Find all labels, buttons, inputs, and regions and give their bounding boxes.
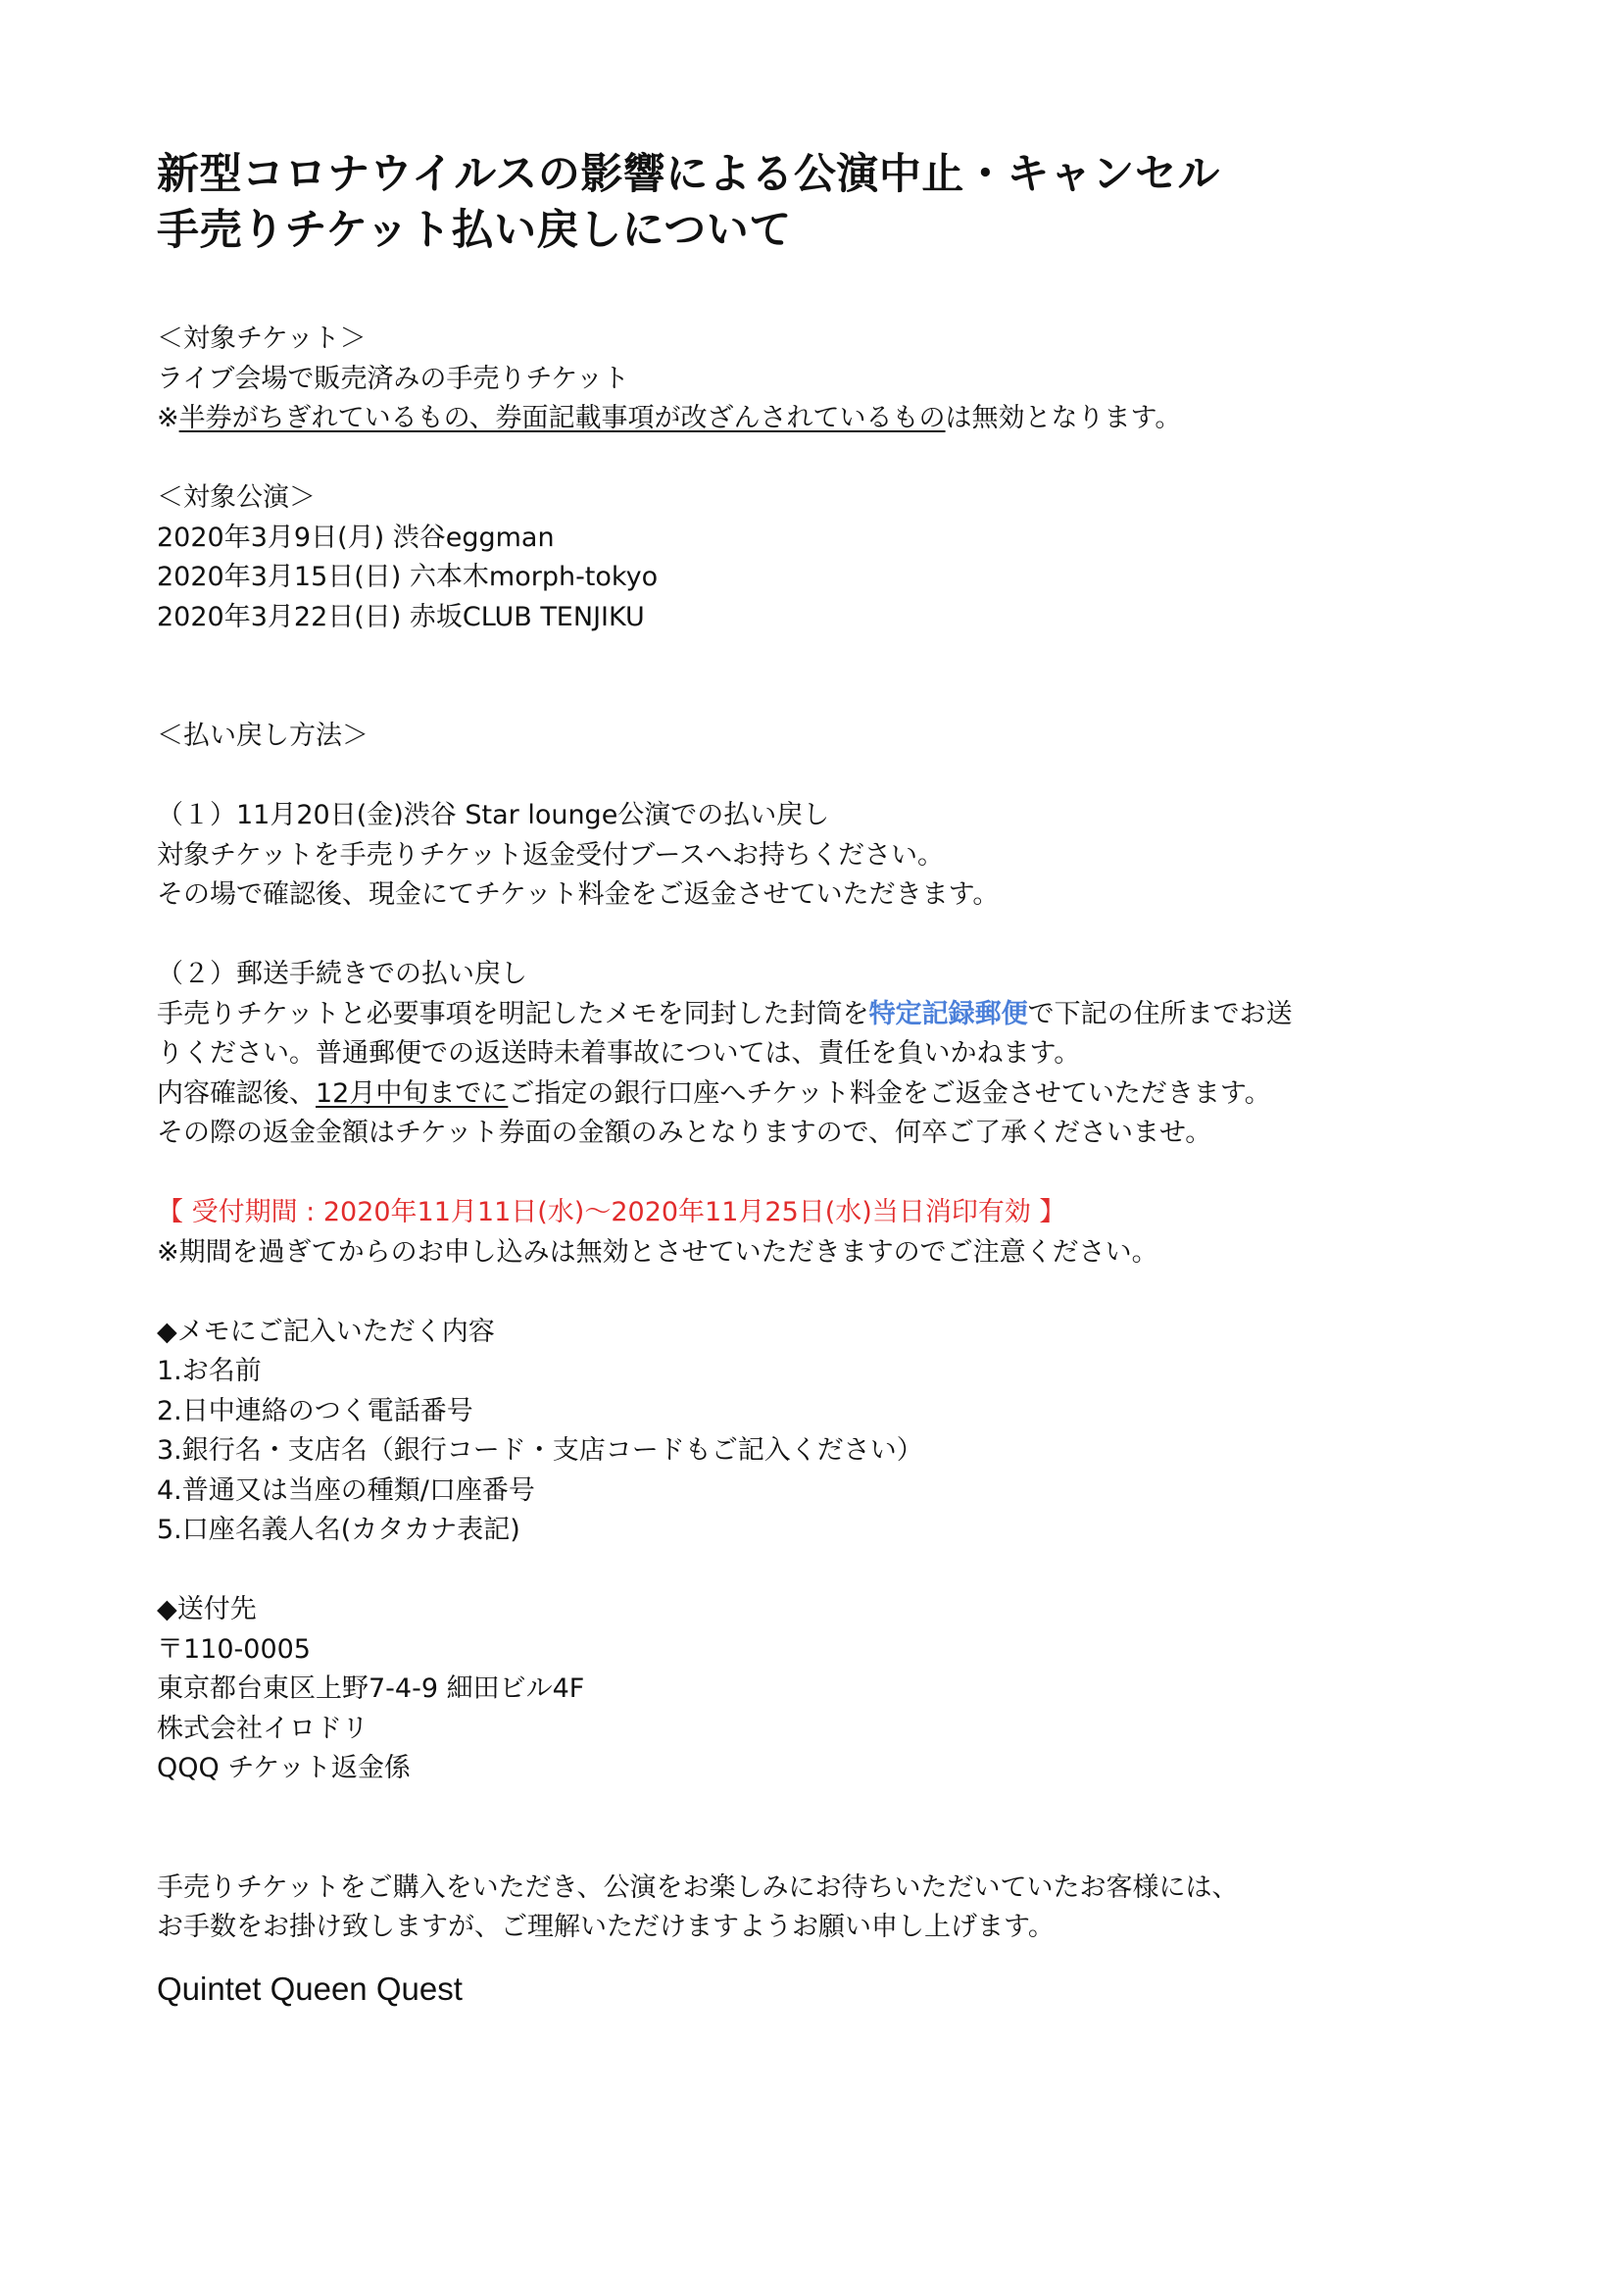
registered-mail-highlight: 特定記録郵便: [868, 998, 1028, 1029]
signature: Quintet Queen Quest: [157, 1970, 463, 2007]
address-dept: QQQ チケット返金係: [157, 1753, 411, 1783]
show-item: 2020年3月9日(月) 渋谷eggman: [157, 522, 555, 553]
note-underlined-text: 半券がちぎれているもの、券面記載事項が改ざんされているもの: [178, 403, 946, 433]
show-item: 2020年3月15日(日) 六本木morph-tokyo: [157, 562, 659, 592]
period-note: ※期間を過ぎてからのお申し込みは無効とさせていただきますのでご注意ください。: [157, 1236, 1158, 1268]
memo-item: 5.口座名義人名(カタカナ表記): [157, 1515, 520, 1545]
address-company: 株式会社イロドリ: [157, 1713, 369, 1744]
target-ticket-heading: ＜対象チケット＞: [157, 324, 367, 354]
refund-method-heading: ＜払い戻し方法＞: [157, 721, 369, 751]
closing-line-2: お手数をお掛け致しますが、ご理解いただけますようお願い申し上げます。: [157, 1912, 1055, 1942]
memo-heading: ◆メモにご記入いただく内容: [157, 1316, 495, 1347]
method2-line-3: [157, 1074, 1509, 1115]
closing-line-1: 手売りチケットをご購入をいただき、公演をお楽しみにお待ちいただいていたお客様には、: [157, 1872, 1239, 1903]
address-street: 東京都台東区上野7-4-9 細田ビル4F: [157, 1673, 585, 1704]
method1-line-1: 対象チケットを手売りチケット返金受付ブースへお持ちください。: [157, 839, 944, 871]
method2-title: （２）郵送手続きでの払い戻し: [157, 959, 527, 989]
memo-item: 2.日中連絡のつく電話番号: [157, 1395, 473, 1426]
target-ticket-note: [157, 399, 1509, 439]
memo-item: 3.銀行名・支店名（銀行コード・支店コードもご記入ください）: [157, 1435, 923, 1466]
memo-item: 1.お名前: [157, 1356, 262, 1386]
acceptance-period: 【 受付期間 : 2020年11月11日(水)〜2020年11月25日(水)当日消印有効 】: [157, 1197, 1066, 1227]
title-line-2: 手売りチケット払い戻しについて: [157, 206, 792, 255]
title-line-1: 新型コロナウイルスの影響による公演中止・キャンセル: [157, 150, 1220, 199]
method2-line-1-a: 手売りチケットと必要事項を明記したメモを同封した封筒を: [157, 998, 869, 1029]
page-title: [157, 147, 1509, 259]
method2-line-2: りください。普通郵便での返送時未着事故については、責任を負いかねます。: [157, 1038, 1081, 1069]
memo-item: 4.普通又は当座の種類/口座番号: [157, 1474, 535, 1506]
method1-line-2: その場で確認後、現金にてチケット料金をご返金させていただきます。: [157, 879, 1000, 910]
note-suffix: は無効となります。: [945, 403, 1182, 433]
method2-line-3-b: ご指定の銀行口座へチケット料金をご返金させていただきます。: [508, 1077, 1271, 1109]
target-shows-heading: ＜対象公演＞: [157, 482, 316, 513]
method2-line-1-b: で下記の住所までお送: [1027, 998, 1293, 1029]
address-heading: ◆送付先: [157, 1594, 257, 1624]
address-postal: 〒110-0005: [157, 1633, 311, 1665]
target-ticket-description: ライブ会場で販売済みの手売りチケット: [157, 363, 629, 394]
document-page: [157, 147, 1509, 2011]
document-body: [157, 320, 1509, 2011]
method2-line-4: その際の返金金額はチケット券面の金額のみとなりますので、何卒ご了承くださいませ。: [157, 1118, 1212, 1148]
method2-line-1: [157, 995, 1509, 1035]
method2-line-3-a: 内容確認後、: [157, 1077, 316, 1109]
method1-title: （１）11月20日(金)渋谷 Star lounge公演での払い戻し: [157, 800, 830, 830]
note-prefix: ※: [157, 403, 179, 433]
show-item: 2020年3月22日(日) 赤坂CLUB TENJIKU: [157, 601, 645, 632]
deadline-underlined: 12月中旬までに: [316, 1077, 509, 1109]
